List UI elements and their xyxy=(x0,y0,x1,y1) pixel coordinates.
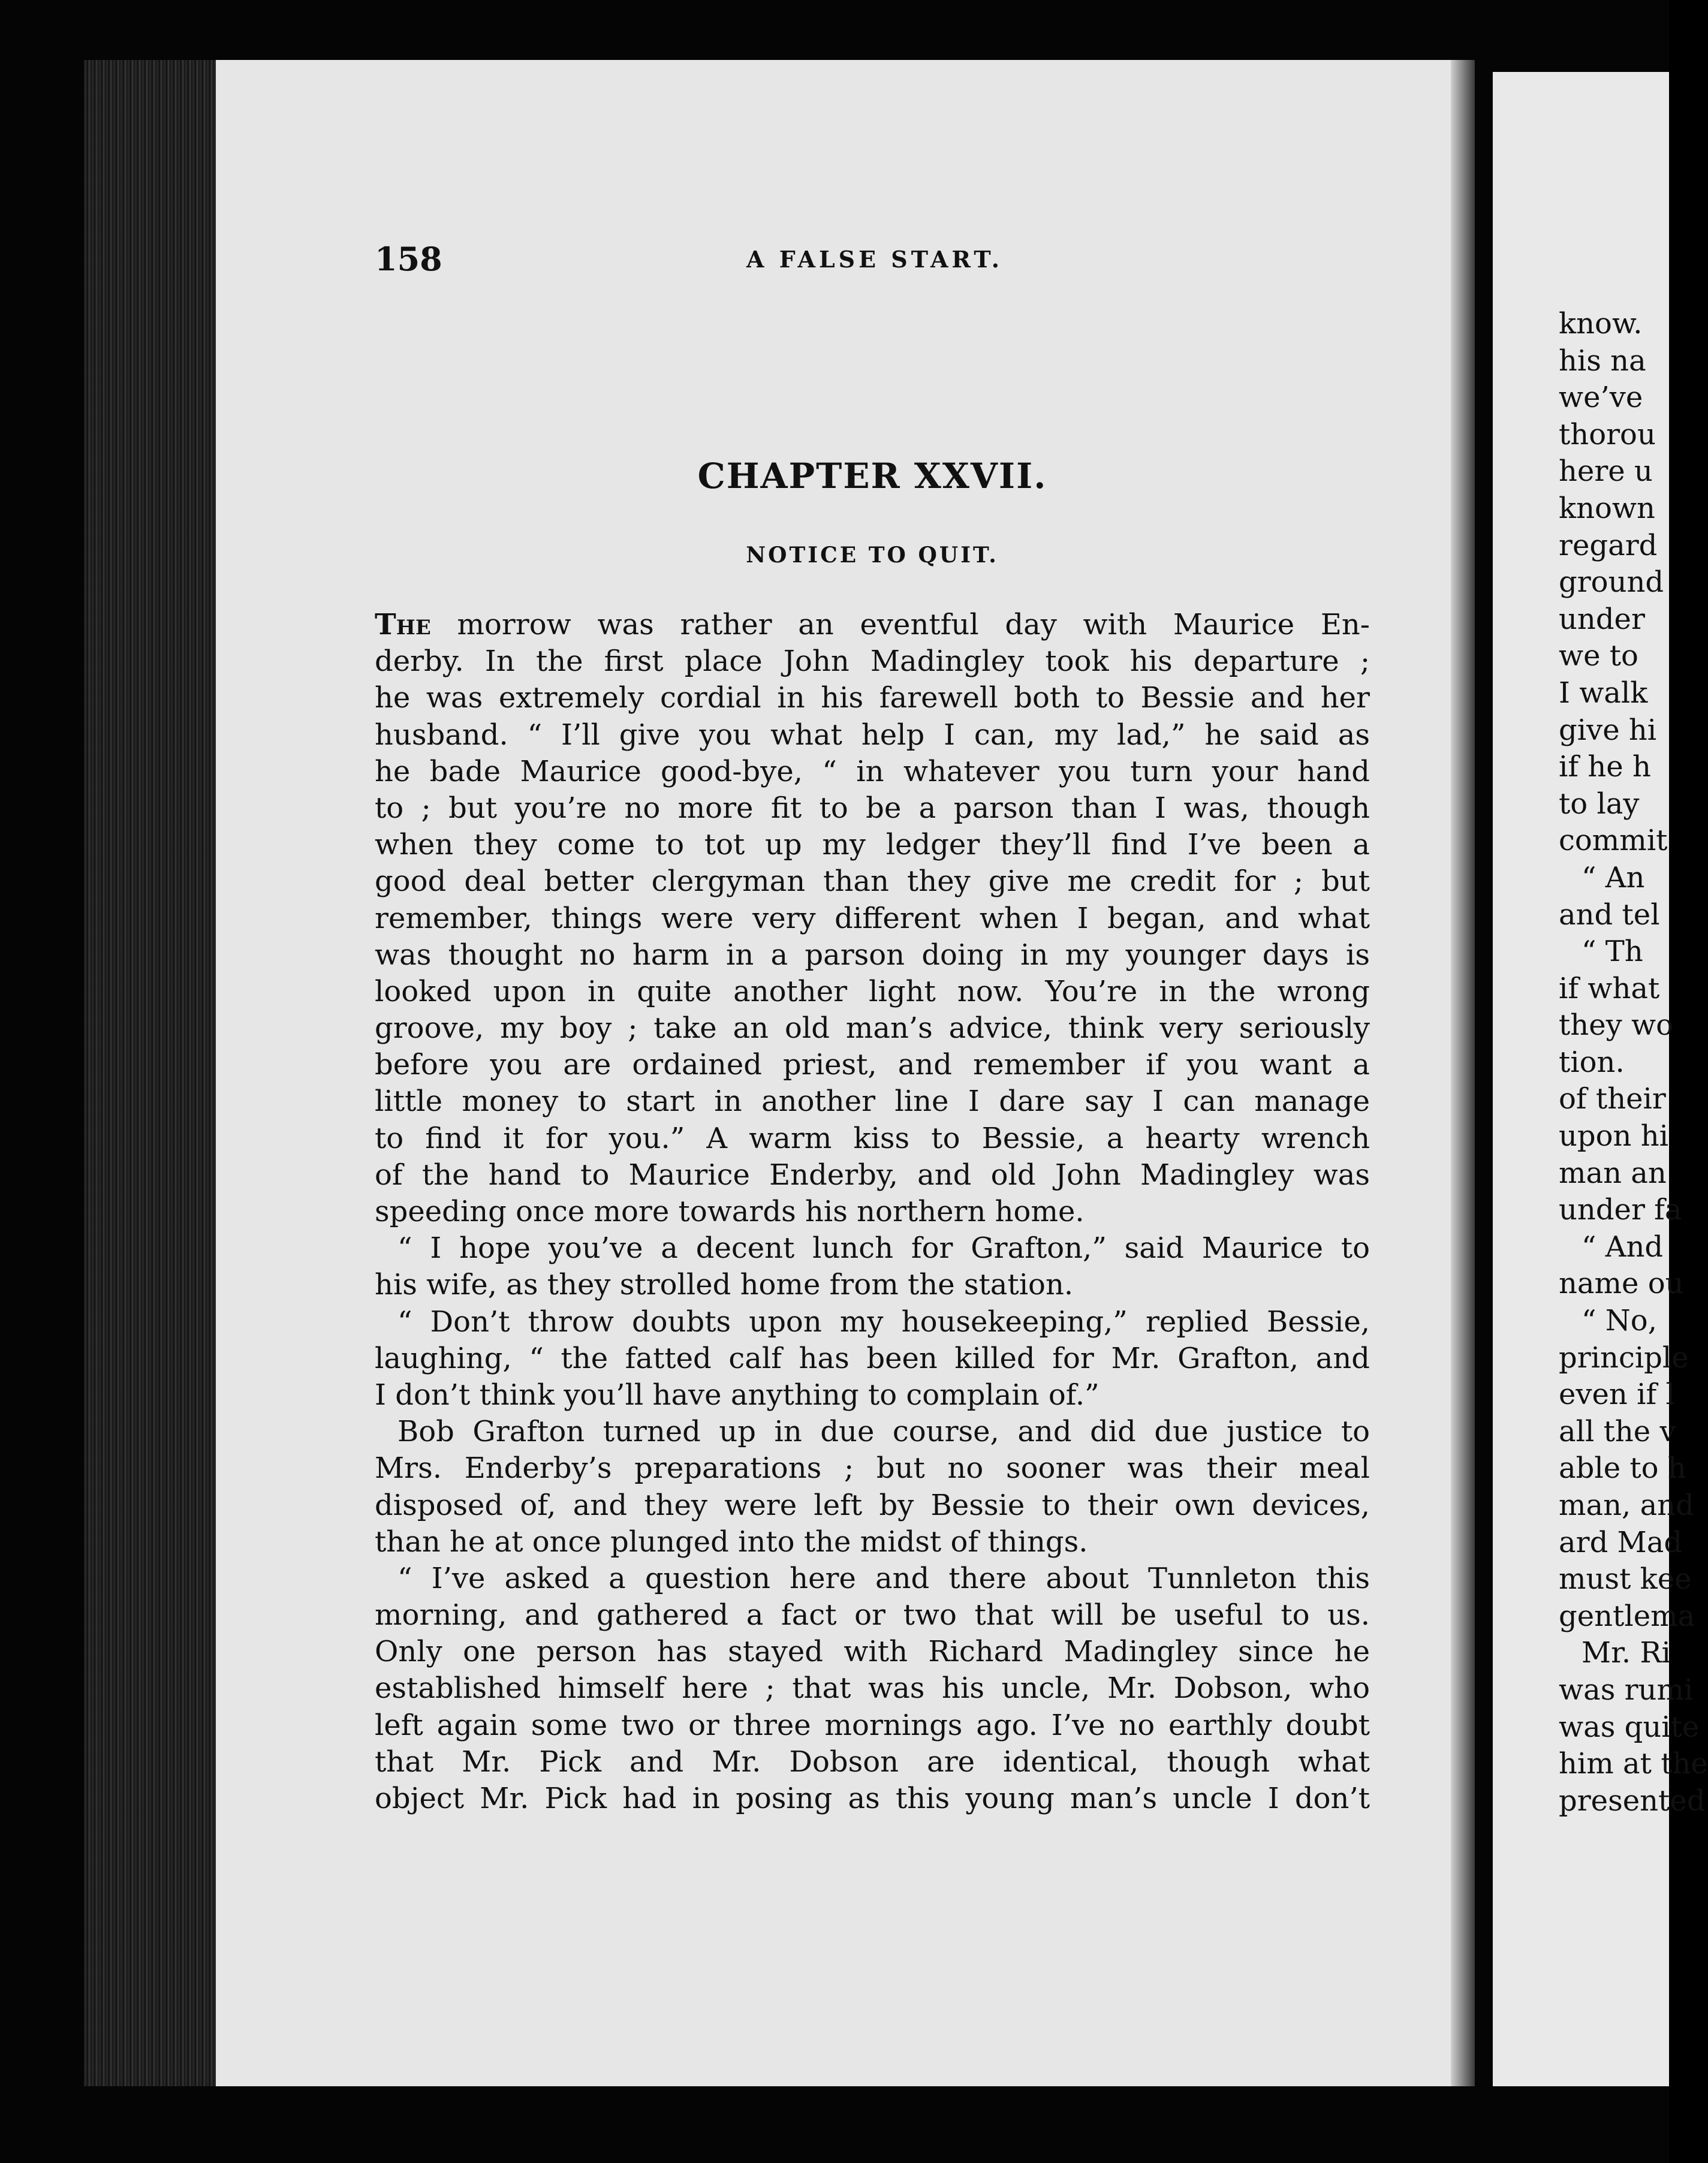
facing-page-line: we to xyxy=(1559,639,1638,673)
body-line: looked upon in quite another light now. You’re in the wrong xyxy=(375,974,1370,1008)
facing-page-line: gentlema xyxy=(1559,1599,1695,1633)
facing-page-line: of their xyxy=(1559,1082,1666,1116)
facing-page-line: here u xyxy=(1559,454,1653,489)
body-line: Only one person has stayed with Richard Madingley since he xyxy=(375,1635,1370,1669)
body-line: good deal better clergyman than they give me credit for ; but xyxy=(375,864,1370,899)
body-line: derby. In the first place John Madingley took his departure ; xyxy=(375,644,1370,679)
body-line: disposed of, and they were left by Bessie to their own devices, xyxy=(375,1488,1370,1522)
body-line: than he at once plunged into the midst of things. xyxy=(375,1525,1088,1559)
body-line: when they come to tot up my ledger they’ll find I’ve been a xyxy=(375,828,1370,862)
facing-page-line: know. xyxy=(1559,307,1643,341)
page-edges xyxy=(84,60,222,2086)
body-line: speeding once more towards his northern home. xyxy=(375,1195,1085,1228)
facing-page-line: under xyxy=(1559,602,1645,636)
body-line: Bob Grafton turned up in due course, and did due justice to xyxy=(397,1415,1370,1449)
book-gutter xyxy=(1451,60,1475,2086)
facing-page-line: able to h xyxy=(1559,1451,1686,1486)
body-line: “ I’ve asked a question here and there about Tunnleton this xyxy=(397,1561,1370,1595)
body-line: “ I hope you’ve a decent lunch for Grafton,” said Maurice to xyxy=(397,1231,1370,1266)
facing-page-line: Mr. Ri xyxy=(1582,1636,1671,1670)
facing-page-line: presented xyxy=(1559,1784,1706,1818)
facing-page-line: ground xyxy=(1559,565,1664,600)
body-line: he bade Maurice good-bye, “ in whatever you turn your hand xyxy=(375,754,1370,788)
body-line: little money to start in another line I dare say I can manage xyxy=(375,1084,1370,1119)
facing-page-line: man, and xyxy=(1559,1489,1694,1522)
facing-page xyxy=(1493,72,1708,2086)
body-line: his wife, as they strolled home from the station. xyxy=(375,1268,1074,1302)
body-line: Mrs. Enderby’s preparations ; but no sooner was their meal xyxy=(375,1451,1370,1486)
body-line xyxy=(375,607,1370,643)
body-line: morning, and gathered a fact or two that will be useful to us. xyxy=(375,1598,1370,1632)
body-line: groove, my boy ; take an old man’s advice, think very seriously xyxy=(375,1011,1370,1046)
body-text xyxy=(375,607,1370,1817)
facing-page-line: ard Mad xyxy=(1559,1525,1683,1559)
facing-page-line: and tel xyxy=(1559,897,1660,932)
facing-page-line: his na xyxy=(1559,344,1646,378)
body-line: left again some two or three mornings ago. I’ve no earthly doubt xyxy=(375,1708,1370,1742)
facing-page-line: was quite xyxy=(1559,1710,1700,1744)
facing-page-line: must kee xyxy=(1559,1562,1692,1596)
facing-page-line: him at the xyxy=(1559,1747,1708,1781)
facing-page-line: regard xyxy=(1559,528,1658,562)
facing-page-line: “ An xyxy=(1582,860,1645,894)
facing-page-line: known xyxy=(1559,491,1655,525)
facing-page-line: “ And xyxy=(1582,1230,1664,1264)
body-line: “ Don’t throw doubts upon my housekeeping,” replied Bessie, xyxy=(397,1305,1370,1339)
facing-page-line: I walk xyxy=(1559,676,1648,710)
facing-page-line: name ou xyxy=(1559,1267,1684,1301)
body-line: I don’t think you’ll have anything to complain of.” xyxy=(375,1378,1099,1412)
facing-page-text xyxy=(1559,306,1708,1819)
facing-page-line: “ No, xyxy=(1582,1304,1657,1338)
facing-page-line: if what xyxy=(1559,971,1660,1005)
running-title: A FALSE START. xyxy=(746,246,1003,273)
facing-page-line: we’ve xyxy=(1559,381,1643,415)
facing-page-line: thorou xyxy=(1559,417,1656,451)
page-number: 158 xyxy=(375,240,442,278)
facing-page-line: was rumi xyxy=(1559,1673,1694,1707)
body-line: was thought no harm in a parson doing in my younger days is xyxy=(375,938,1370,972)
facing-page-line: “ Th xyxy=(1582,935,1643,969)
facing-page-line: tion. xyxy=(1559,1045,1625,1079)
facing-page-line: principle xyxy=(1559,1340,1689,1375)
body-line: established himself here ; that was his uncle, Mr. Dobson, who xyxy=(375,1671,1370,1706)
body-line: he was extremely cordial in his farewell both to Bessie and her xyxy=(375,681,1370,715)
body-line: before you are ordained priest, and remember if you want a xyxy=(375,1048,1370,1082)
body-line: of the hand to Maurice Enderby, and old John Madingley was xyxy=(375,1158,1370,1192)
body-line: to find it for you.” A warm kiss to Bessie, a hearty wrench xyxy=(375,1121,1370,1155)
facing-page-line: if he h xyxy=(1559,750,1651,784)
facing-page-line: man an xyxy=(1559,1156,1667,1190)
body-line: object Mr. Pick had in posing as this young man’s uncle I don’t xyxy=(375,1782,1370,1815)
page-header xyxy=(375,240,1370,276)
chapter-subtitle: NOTICE TO QUIT. xyxy=(746,543,999,568)
chapter-title: CHAPTER XXVII. xyxy=(697,456,1047,496)
facing-page-line: upon hi xyxy=(1559,1119,1668,1153)
facing-page-line: under fa xyxy=(1559,1193,1682,1227)
body-line: that Mr. Pick and Mr. Dobson are identical, though what xyxy=(375,1745,1370,1779)
body-line-text: morrow was rather an eventful day with Maurice En- xyxy=(430,608,1370,641)
facing-page-line: even if l xyxy=(1559,1378,1675,1412)
facing-page-line: give hi xyxy=(1559,713,1657,747)
facing-page-line: commit xyxy=(1559,824,1668,858)
first-word: The xyxy=(375,608,431,641)
facing-page-line: all the v xyxy=(1559,1414,1676,1448)
body-line: remember, things were very different when I began, and what xyxy=(375,901,1370,935)
facing-page-line: to lay xyxy=(1559,787,1640,821)
body-line: to ; but you’re no more fit to be a parson than I was, though xyxy=(375,791,1370,825)
facing-page-line: they wo xyxy=(1559,1008,1673,1043)
body-line: laughing, “ the fatted calf has been killed for Mr. Grafton, and xyxy=(375,1341,1370,1375)
body-line: husband. “ I’ll give you what help I can, my lad,” he said as xyxy=(375,718,1370,752)
